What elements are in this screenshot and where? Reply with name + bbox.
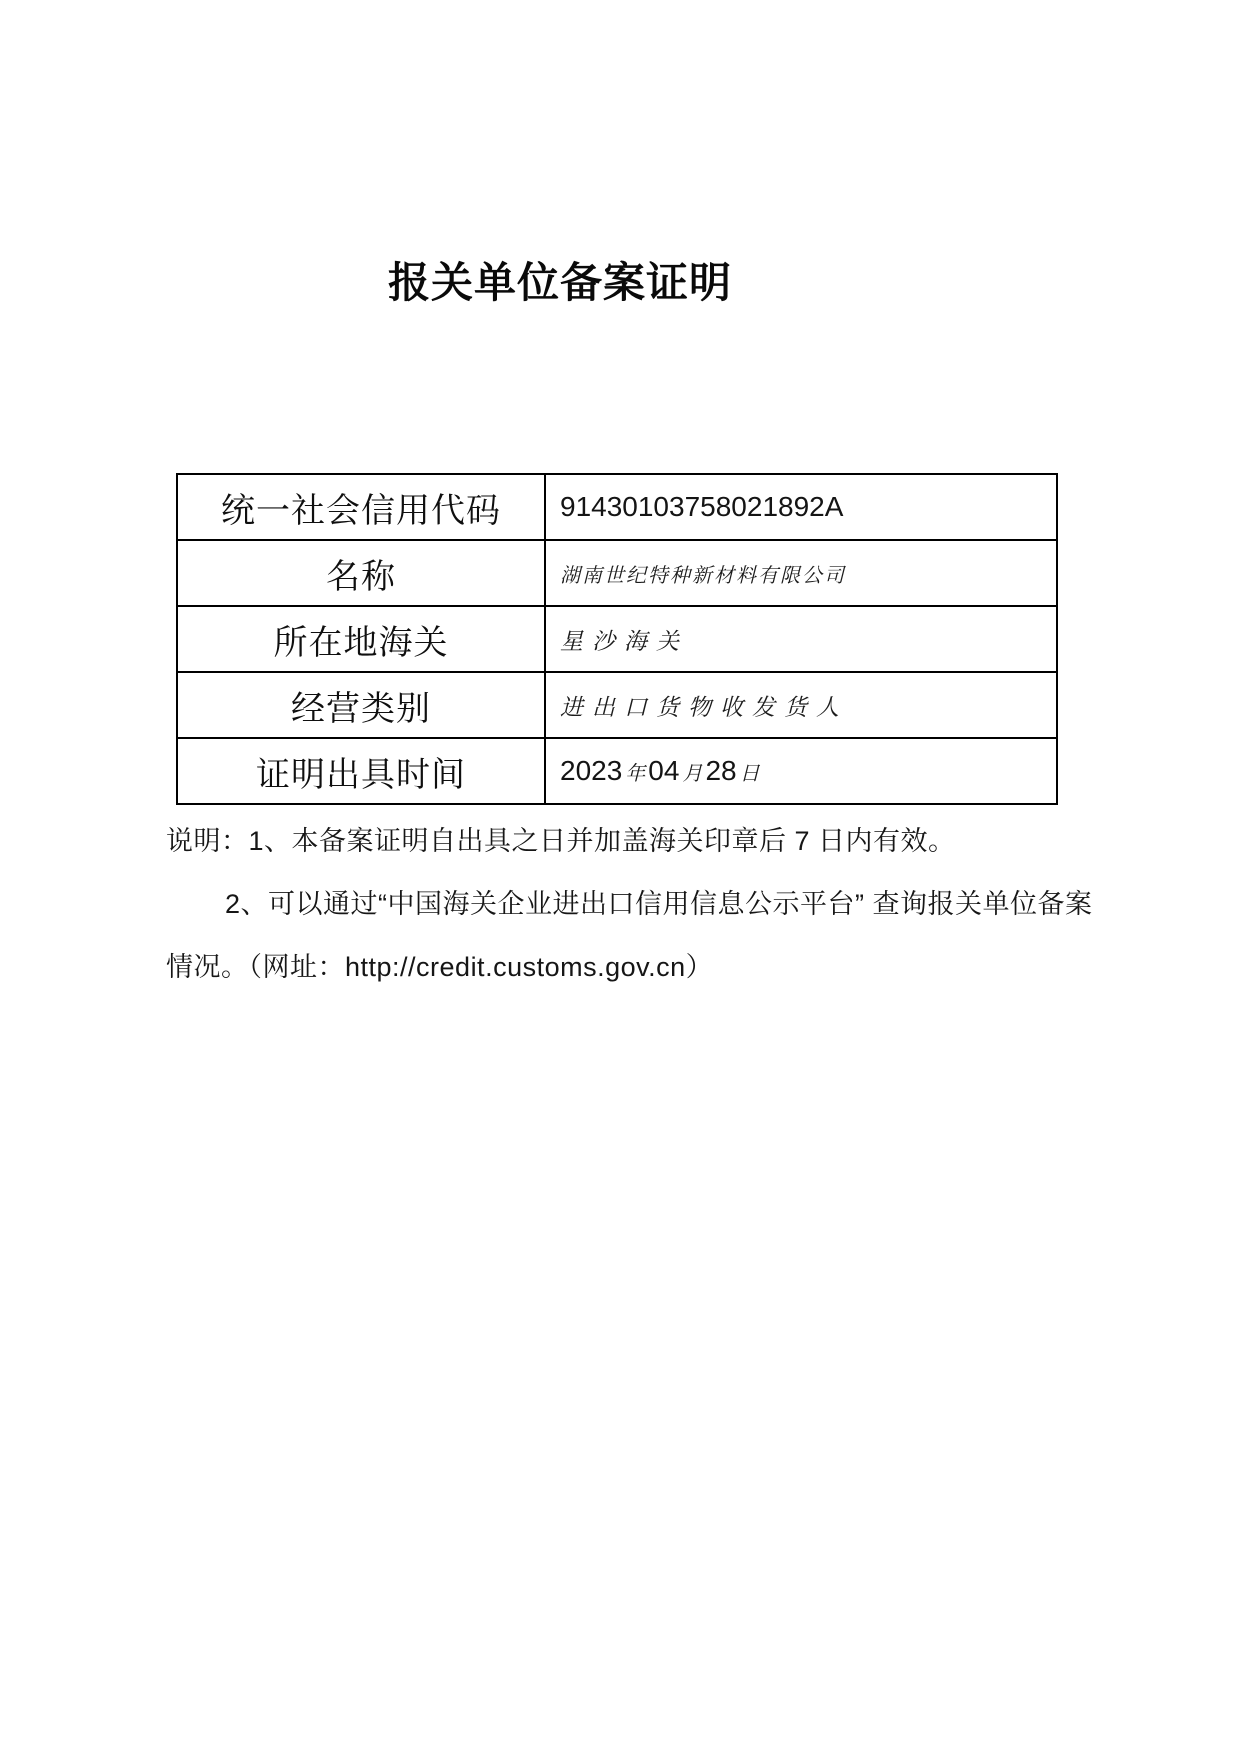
date-number: 28 xyxy=(705,755,737,786)
note-line-3: 情况。（网址：http://credit.customs.gov.cn） xyxy=(166,952,714,982)
row-value xyxy=(545,738,1057,804)
row-label: 证明出具时间 xyxy=(177,738,545,804)
date-unit-handwritten: 年 xyxy=(625,763,646,785)
table-row xyxy=(177,738,1057,804)
registration-table xyxy=(176,473,1058,805)
table-row xyxy=(177,474,1057,540)
row-value: 星沙海关 xyxy=(545,606,1057,672)
note-line-2: 2、可以通过“中国海关企业进出口信用信息公示平台” 查询报关单位备案 xyxy=(225,889,1093,919)
row-value: 湖南世纪特种新材料有限公司 xyxy=(545,540,1057,606)
table-row xyxy=(177,540,1057,606)
row-label: 所在地海关 xyxy=(177,606,545,672)
table-row xyxy=(177,672,1057,738)
title-wrap xyxy=(0,250,1120,310)
note-line-1: 说明：1、本备案证明自出具之日并加盖海关印章后 7 日内有效。 xyxy=(166,826,956,856)
row-value: 91430103758021892A xyxy=(545,474,1057,540)
date-unit-handwritten: 月 xyxy=(682,763,703,785)
row-label: 经营类别 xyxy=(177,672,545,738)
date-number: 04 xyxy=(648,755,680,786)
date-number: 2023 xyxy=(560,755,623,786)
row-label: 统一社会信用代码 xyxy=(177,474,545,540)
row-value: 进出口货物收发货人 xyxy=(545,672,1057,738)
page-title: 报关单位备案证明 xyxy=(387,259,732,306)
row-label: 名称 xyxy=(177,540,545,606)
date-unit-handwritten: 日 xyxy=(739,763,760,785)
reg-table-body xyxy=(177,474,1057,804)
table-row xyxy=(177,606,1057,672)
notes-section xyxy=(166,810,1166,999)
